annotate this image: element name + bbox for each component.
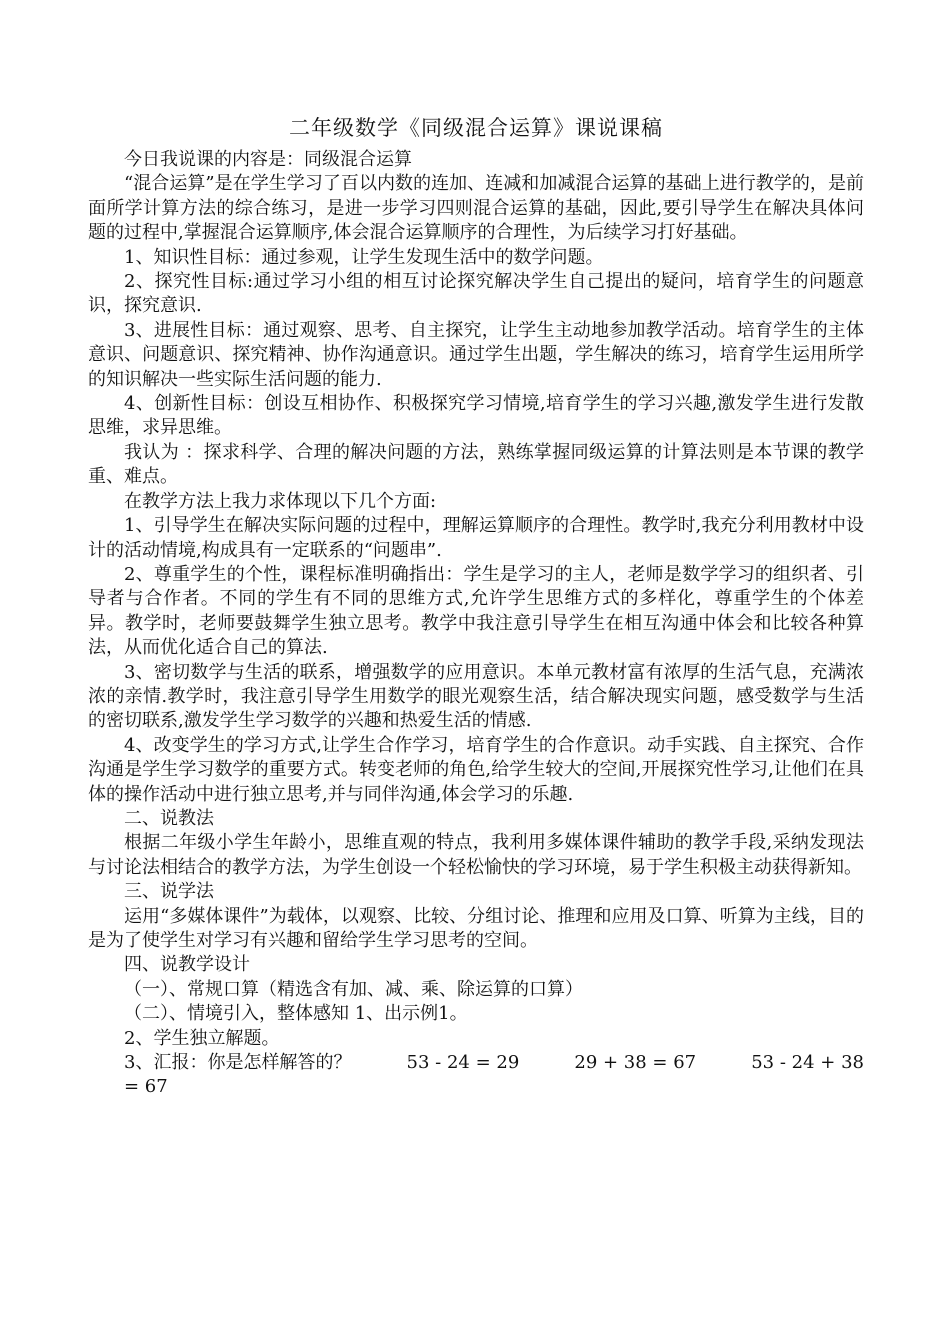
paragraph: 我认为 ：探求科学、合理的解决问题的方法，熟练掌握同级运算的计算法则是本节课的教学重、难点。	[88, 441, 864, 488]
document-page	[88, 108, 864, 1100]
document-title: 二年级数学《同级混合运算》课说课稿	[289, 116, 663, 140]
paragraph: 在教学方法上我力求体现以下几个方面:	[124, 490, 437, 512]
paragraph: 4、改变学生的学习方式,让学生合作学习，培育学生的合作意识。动手实践、自主探究、合作沟通是学生学习数学的重要方式。转变老师的角色,给学生较大的空间,开展探究性学习,让他们在具体的操作活动中进行独立思考,并与同伴沟通,体会学习的乐趣.	[88, 734, 864, 805]
equation-2: 29 + 38 = 67	[574, 1052, 697, 1074]
equation-3-result: = 67	[124, 1076, 168, 1098]
paragraph: 1、引导学生在解决实际问题的过程中，理解运算顺序的合理性。教学时,我充分利用教材中设计的活动情境,构成具有一定联系的“问题串”.	[88, 515, 864, 561]
paragraph: 今日我说课的内容是：同级混合运算	[124, 149, 412, 170]
paragraph: 3、进展性目标：通过观察、思考、自主探究，让学生主动地参加教学活动。培育学生的主体意识、问题意识、探究精神、协作沟通意识。通过学生出题，学生解决的练习，培育学生运用所学的知识解决一些实际生活问题的能力.	[88, 319, 864, 390]
paragraph: 4、创新性目标：创设互相协作、积极探究学习情境,培育学生的学习兴趣,激发学生进行发散思维，求异思维。	[88, 393, 864, 439]
equation-1: 53 - 24 = 29	[406, 1052, 520, 1074]
paragraph: 运用“多媒体课件”为载体，以观察、比较、分组讨论、推理和应用及口算、听算为主线，目的是为了使学生对学习有兴趣和留给学生学习思考的空间。	[88, 905, 864, 951]
section-heading: 四、说教学设计	[124, 954, 250, 976]
paragraph: 2、学生独立解题。	[124, 1027, 280, 1049]
document-body	[88, 148, 864, 1100]
paragraph: （二）、情境引入，整体感知 1、出示例1。	[124, 1003, 468, 1025]
calculation-lead: 3、汇报：你是怎样解答的？	[124, 1052, 352, 1074]
paragraph: 2、尊重学生的个性，课程标准明确指出：学生是学习的主人，老师是数学学习的组织者、引导者与合作者。不同的学生有不同的思维方式,允许学生思维方式的多样化，尊重学生的个体差异。教学时，老师要鼓舞学生独立思考。教学中我注意引导学生在相互沟通中体会和比较各种算法，从而优化适合自己的算法.	[88, 563, 864, 659]
paragraph: “混合运算”是在学生学习了百以内数的连加、连减和加减混合运算的基础上进行教学的，是前面所学计算方法的综合练习，是进一步学习四则混合运算的基础，因此,要引导学生在解决具体问题的过程中,掌握混合运算顺序,体会混合运算顺序的合理性，为后续学习打好基础。	[88, 173, 864, 244]
paragraph: （一）、常规口算（精选含有加、减、乘、除运算的口算）	[124, 978, 583, 1000]
paragraph: 3、密切数学与生活的联系，增强数学的应用意识。本单元教材富有浓厚的生活气息，充满浓浓的亲情.教学时，我注意引导学生用数学的眼光观察生活，结合解决现实问题，感受数学与生活的密切联系,激发学生学习数学的兴趣和热爱生活的情感.	[88, 661, 864, 732]
paragraph: 根据二年级小学生年龄小，思维直观的特点，我利用多媒体课件辅助的教学手段,采纳发现法与讨论法相结合的教学方法，为学生创设一个轻松愉快的学习环境，易于学生积极主动获得新知。	[88, 832, 864, 878]
section-heading: 三、说学法	[124, 881, 214, 903]
equation-3: 53 - 24 + 38	[751, 1052, 864, 1074]
paragraph: 1、知识性目标：通过参观，让学生发现生活中的数学问题。	[124, 246, 604, 268]
paragraph: 2、探究性目标:通过学习小组的相互讨论探究解决学生自己提出的疑问，培育学生的问题意识，探究意识.	[88, 271, 864, 317]
calculation-line	[88, 1051, 864, 1075]
section-heading: 二、说教法	[124, 807, 214, 829]
